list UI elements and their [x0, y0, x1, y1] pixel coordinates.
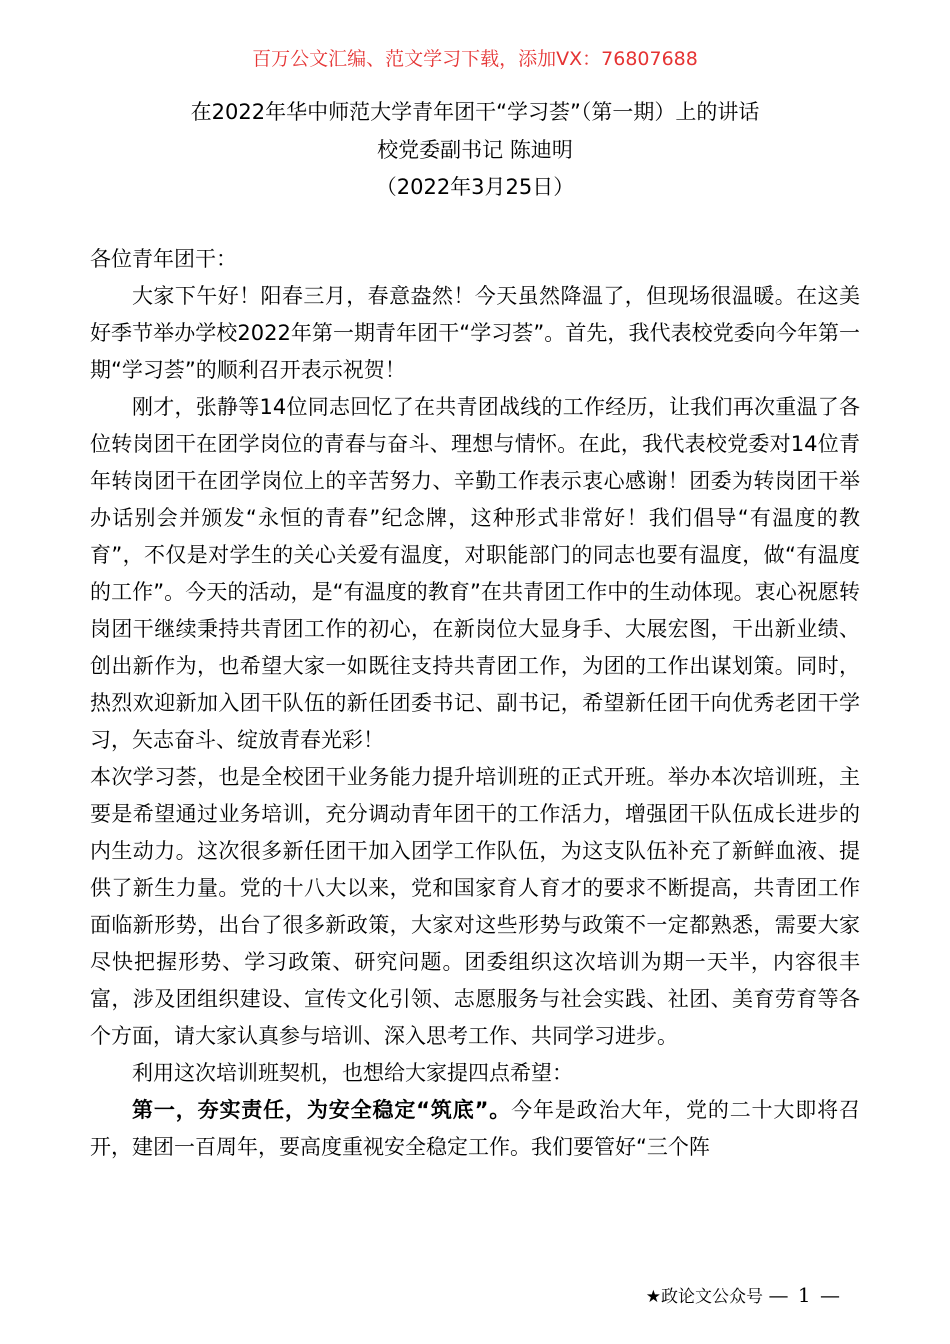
greeting: 各位青年团干： — [90, 247, 237, 271]
paragraph: 本次学习荟，也是全校团干业务能力提升培训班的正式开班。举办本次培训班，主要是希望通过业务培训，充分调动青年团干的工作活力，增强团干队伍成长进步的内生动力。这次很多新任团干加入团学工作队伍，为这支队伍补充了新鲜血液、提供了新生力量。党的十八大以来，党和国家育人育才的要求不断提高，共青团工作面临新形势，出台了很多新政策，大家对这些形势与政策不一定都熟悉，需要大家尽快把握形势、学习政策、研究问题。团委组织这次培训为期一天半，内容很丰富，涉及团组织建设、宣传文化引领、志愿服务与社会实践、社团、美育劳育等各个方面，请大家认真参与培训、深入思考工作、共同学习进步。 — [90, 765, 860, 1048]
page-number: 1 — [797, 1283, 811, 1307]
paragraph: 大家下午好！阳春三月，春意盎然！今天虽然降温了，但现场很温暖。在这美好季节举办学校2022年第一期青年团干“学习荟”。首先，我代表校党委向今年第一期“学习荟”的顺利召开表示祝贺！ — [90, 284, 860, 382]
header-banner: 百万公文汇编、范文学习下载，添加VX：76807688 — [252, 48, 698, 70]
footer-dash-right: — — [820, 1283, 840, 1307]
date-line: （2022年3月25日） — [375, 175, 575, 199]
point-heading: 第一，夯实责任，为安全稳定“筑底”。 — [132, 1098, 512, 1122]
paragraph — [90, 1092, 860, 1166]
page-footer — [646, 1282, 840, 1307]
paragraph: 利用这次培训班契机，也想给大家提四点希望： — [132, 1061, 573, 1085]
document-title: 在2022年华中师范大学青年团干“学习荟”（第一期）上的讲话 — [190, 100, 760, 124]
footer-dash-left: — — [768, 1283, 789, 1307]
footer-source: ★政论文公众号 — [645, 1287, 764, 1307]
speaker-line: 校党委副书记 陈迪明 — [377, 138, 573, 162]
point-text: 今年是政治大年，党的二十大即将召开，建团一百周年，要高度重视安全稳定工作。我们要管好“三个阵 — [90, 1098, 860, 1159]
speech-body — [90, 241, 860, 1166]
paragraph: 刚才，张静等14位同志回忆了在共青团战线的工作经历，让我们再次重温了各位转岗团干在团学岗位的青春与奋斗、理想与情怀。在此，我代表校党委对14位青年转岗团干在团学岗位上的辛苦努力、辛勤工作表示衷心感谢！团委为转岗团干举办话别会并颁发“永恒的青春”纪念牌，这种形式非常好！我们倡导“有温度的教育”，不仅是对学生的关心关爱有温度，对职能部门的同志也要有温度，做“有温度的工作”。今天的活动，是“有温度的教育”在共青团工作中的生动体现。衷心祝愿转岗团干继续秉持共青团工作的初心，在新岗位大显身手、大展宏图，干出新业绩、创出新作为，也希望大家一如既往支持共青团工作，为团的工作出谋划策。同时，热烈欢迎新加入团干队伍的新任团委书记、副书记，希望新任团干向优秀老团干学习，矢志奋斗、绽放青春光彩！ — [90, 395, 860, 752]
